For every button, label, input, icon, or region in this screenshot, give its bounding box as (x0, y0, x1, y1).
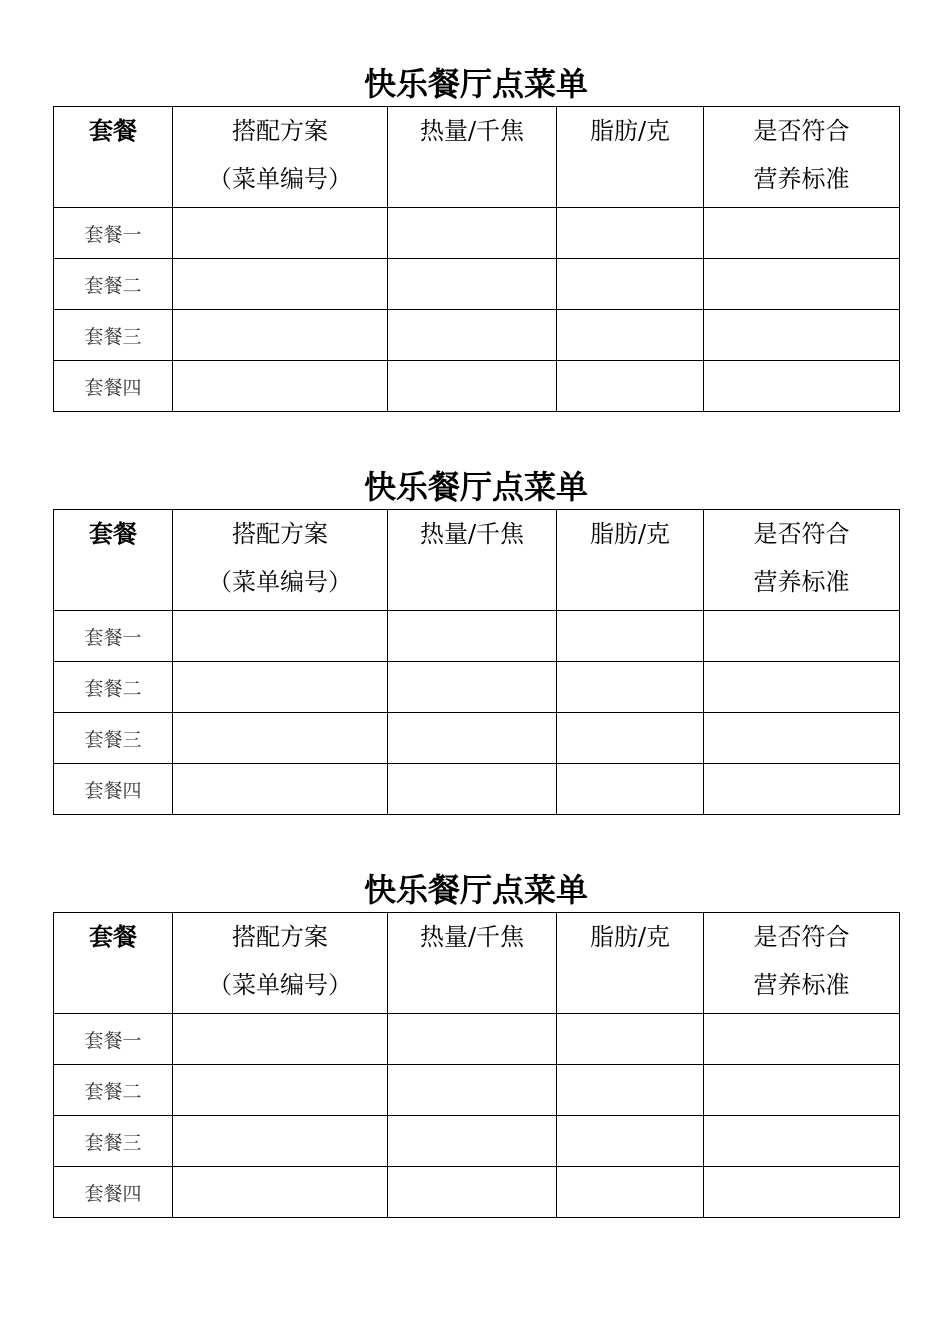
table-row (54, 1116, 900, 1167)
row-label: 套餐三 (54, 713, 173, 764)
fat-cell[interactable] (557, 1116, 704, 1167)
standard-cell[interactable] (704, 611, 900, 662)
standard-cell[interactable] (704, 310, 900, 361)
calories-cell[interactable] (388, 208, 557, 259)
table-row (54, 1014, 900, 1065)
fat-cell[interactable] (557, 764, 704, 815)
table-header-row (54, 913, 900, 1014)
header-calories: 热量/千焦 (388, 510, 557, 611)
plan-cell[interactable] (173, 1065, 388, 1116)
plan-cell[interactable] (173, 259, 388, 310)
standard-cell[interactable] (704, 1065, 900, 1116)
table-header-row (54, 510, 900, 611)
calories-cell[interactable] (388, 611, 557, 662)
header-standard: 是否符合 营养标准 (704, 107, 900, 208)
header-fat: 脂肪/克 (557, 107, 704, 208)
calories-cell[interactable] (388, 361, 557, 412)
fat-cell[interactable] (557, 662, 704, 713)
header-set: 套餐 (54, 107, 173, 208)
row-label: 套餐二 (54, 662, 173, 713)
row-label: 套餐一 (54, 1014, 173, 1065)
menu-table (53, 912, 900, 1218)
fat-cell[interactable] (557, 713, 704, 764)
fat-cell[interactable] (557, 310, 704, 361)
table-header-row (54, 107, 900, 208)
header-calories: 热量/千焦 (388, 107, 557, 208)
plan-cell[interactable] (173, 611, 388, 662)
header-plan: 搭配方案 （菜单编号） (173, 913, 388, 1014)
plan-cell[interactable] (173, 713, 388, 764)
menu-title: 快乐餐厅点菜单 (363, 65, 588, 103)
standard-cell[interactable] (704, 1167, 900, 1218)
row-label: 套餐四 (54, 361, 173, 412)
plan-cell[interactable] (173, 1014, 388, 1065)
menu-title: 快乐餐厅点菜单 (363, 871, 588, 909)
standard-cell[interactable] (704, 1014, 900, 1065)
header-standard: 是否符合 营养标准 (704, 913, 900, 1014)
standard-cell[interactable] (704, 361, 900, 412)
standard-cell[interactable] (704, 1116, 900, 1167)
menu-table (53, 106, 900, 412)
table-row (54, 208, 900, 259)
fat-cell[interactable] (557, 208, 704, 259)
plan-cell[interactable] (173, 361, 388, 412)
standard-cell[interactable] (704, 713, 900, 764)
menu-block-1 (53, 65, 899, 412)
plan-cell[interactable] (173, 310, 388, 361)
fat-cell[interactable] (557, 1167, 704, 1218)
fat-cell[interactable] (557, 361, 704, 412)
menu-block-2 (53, 468, 899, 815)
row-label: 套餐二 (54, 1065, 173, 1116)
calories-cell[interactable] (388, 713, 557, 764)
fat-cell[interactable] (557, 611, 704, 662)
standard-cell[interactable] (704, 208, 900, 259)
table-row (54, 764, 900, 815)
plan-cell[interactable] (173, 764, 388, 815)
header-plan: 搭配方案 （菜单编号） (173, 510, 388, 611)
menu-table (53, 509, 900, 815)
fat-cell[interactable] (557, 1065, 704, 1116)
menu-block-3 (53, 871, 899, 1218)
row-label: 套餐二 (54, 259, 173, 310)
calories-cell[interactable] (388, 310, 557, 361)
calories-cell[interactable] (388, 764, 557, 815)
row-label: 套餐一 (54, 611, 173, 662)
plan-cell[interactable] (173, 1167, 388, 1218)
header-fat: 脂肪/克 (557, 510, 704, 611)
table-row (54, 1065, 900, 1116)
header-calories: 热量/千焦 (388, 913, 557, 1014)
calories-cell[interactable] (388, 1167, 557, 1218)
table-row (54, 361, 900, 412)
calories-cell[interactable] (388, 1065, 557, 1116)
fat-cell[interactable] (557, 259, 704, 310)
header-set: 套餐 (54, 913, 173, 1014)
row-label: 套餐四 (54, 1167, 173, 1218)
standard-cell[interactable] (704, 764, 900, 815)
calories-cell[interactable] (388, 1014, 557, 1065)
table-row (54, 611, 900, 662)
plan-cell[interactable] (173, 1116, 388, 1167)
table-row (54, 713, 900, 764)
table-row (54, 662, 900, 713)
header-set: 套餐 (54, 510, 173, 611)
standard-cell[interactable] (704, 662, 900, 713)
menu-title: 快乐餐厅点菜单 (363, 468, 588, 506)
calories-cell[interactable] (388, 1116, 557, 1167)
row-label: 套餐四 (54, 764, 173, 815)
table-row (54, 259, 900, 310)
header-standard: 是否符合 营养标准 (704, 510, 900, 611)
row-label: 套餐一 (54, 208, 173, 259)
standard-cell[interactable] (704, 259, 900, 310)
calories-cell[interactable] (388, 259, 557, 310)
plan-cell[interactable] (173, 662, 388, 713)
calories-cell[interactable] (388, 662, 557, 713)
table-row (54, 1167, 900, 1218)
row-label: 套餐三 (54, 1116, 173, 1167)
header-plan: 搭配方案 （菜单编号） (173, 107, 388, 208)
row-label: 套餐三 (54, 310, 173, 361)
fat-cell[interactable] (557, 1014, 704, 1065)
header-fat: 脂肪/克 (557, 913, 704, 1014)
table-row (54, 310, 900, 361)
plan-cell[interactable] (173, 208, 388, 259)
